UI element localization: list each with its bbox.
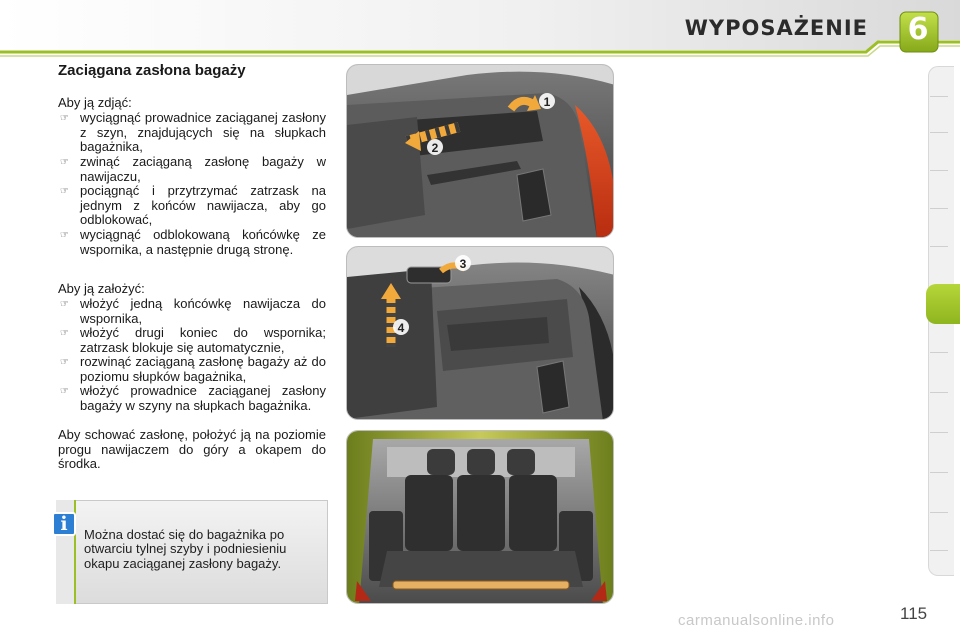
- pointer-bullet-icon: ☞: [60, 328, 69, 339]
- remove-step: ☞ wyciągnąć prowadnice zaciąganej zasłony z szyn, znajdujących się na słupkach bagażnika,: [60, 110, 326, 155]
- install-step: ☞ włożyć drugi koniec do wspornika; zatrzask blokuje się automatycznie,: [60, 325, 326, 355]
- info-icon: i: [52, 512, 76, 536]
- trunk-side-view-drawing: [347, 65, 614, 238]
- illustration-stowed-cover: [346, 430, 614, 604]
- page-header-title: WYPOSAŻENIE: [684, 16, 868, 40]
- callout-label: 4: [397, 321, 405, 335]
- section-title: Zaciągana zasłona bagaży: [58, 62, 246, 79]
- illustration-install-cover: [346, 246, 614, 420]
- callout-label: 3: [459, 257, 467, 271]
- remove-step: ☞ pociągnąć i przytrzymać zatrzask na jednym z końców nawijacza, aby go odblokować,: [60, 183, 326, 228]
- side-tab-divider: [930, 432, 948, 433]
- remove-intro: Aby ją zdjąć:: [58, 95, 132, 110]
- install-step: ☞ włożyć jedną końcówkę nawijacza do wspornika,: [60, 296, 326, 326]
- side-tab-divider: [930, 512, 948, 513]
- pointer-bullet-icon: ☞: [60, 186, 69, 197]
- side-tab-divider: [930, 472, 948, 473]
- page-number: 115: [900, 604, 928, 623]
- callout-label: 2: [431, 141, 439, 155]
- callout-label: 1: [543, 95, 551, 109]
- side-tab-active-chapter[interactable]: [926, 284, 960, 324]
- side-tab-divider: [930, 208, 948, 209]
- stow-paragraph: Aby schować zasłonę, położyć ją na poziomie progu nawijaczem do góry a okapem do środka.: [58, 427, 326, 472]
- pointer-bullet-icon: ☞: [60, 113, 69, 124]
- chapter-number: 6: [907, 12, 929, 47]
- pointer-bullet-icon: ☞: [60, 386, 69, 397]
- pointer-bullet-icon: ☞: [60, 157, 69, 168]
- side-tab-divider: [930, 246, 948, 247]
- side-tab-divider: [930, 352, 948, 353]
- side-tab-divider: [930, 550, 948, 551]
- side-tab-divider: [930, 96, 948, 97]
- info-text: Można dostać się do bagażnika po otwarciu tylnej szyby i podniesieniu okapu zaciąganej zasłony bagaży.: [84, 527, 287, 571]
- install-step: ☞ rozwinąć zaciąganą zasłonę bagaży aż do poziomu słupków bagażnika,: [60, 354, 326, 384]
- remove-step: ☞ zwinąć zaciąganą zasłonę bagaży w nawijaczu,: [60, 154, 326, 184]
- side-tab-divider: [930, 132, 948, 133]
- trunk-install-view-drawing: [347, 247, 614, 420]
- install-step: ☞ włożyć prowadnice zaciąganej zasłony bagaży w szyny na słupkach bagażnika.: [60, 383, 326, 413]
- pointer-bullet-icon: ☞: [60, 299, 69, 310]
- pointer-bullet-icon: ☞: [60, 357, 69, 368]
- side-tab-divider: [930, 392, 948, 393]
- trunk-rear-view-drawing: [347, 431, 614, 604]
- watermark-text: carmanualsonline.info: [678, 612, 835, 629]
- pointer-bullet-icon: ☞: [60, 230, 69, 241]
- side-tab-divider: [930, 170, 948, 171]
- install-intro: Aby ją założyć:: [58, 281, 145, 296]
- illustration-remove-cover: [346, 64, 614, 238]
- remove-step: ☞ wyciągnąć odblokowaną końcówkę ze wspornika, a następnie drugą stronę.: [60, 227, 326, 257]
